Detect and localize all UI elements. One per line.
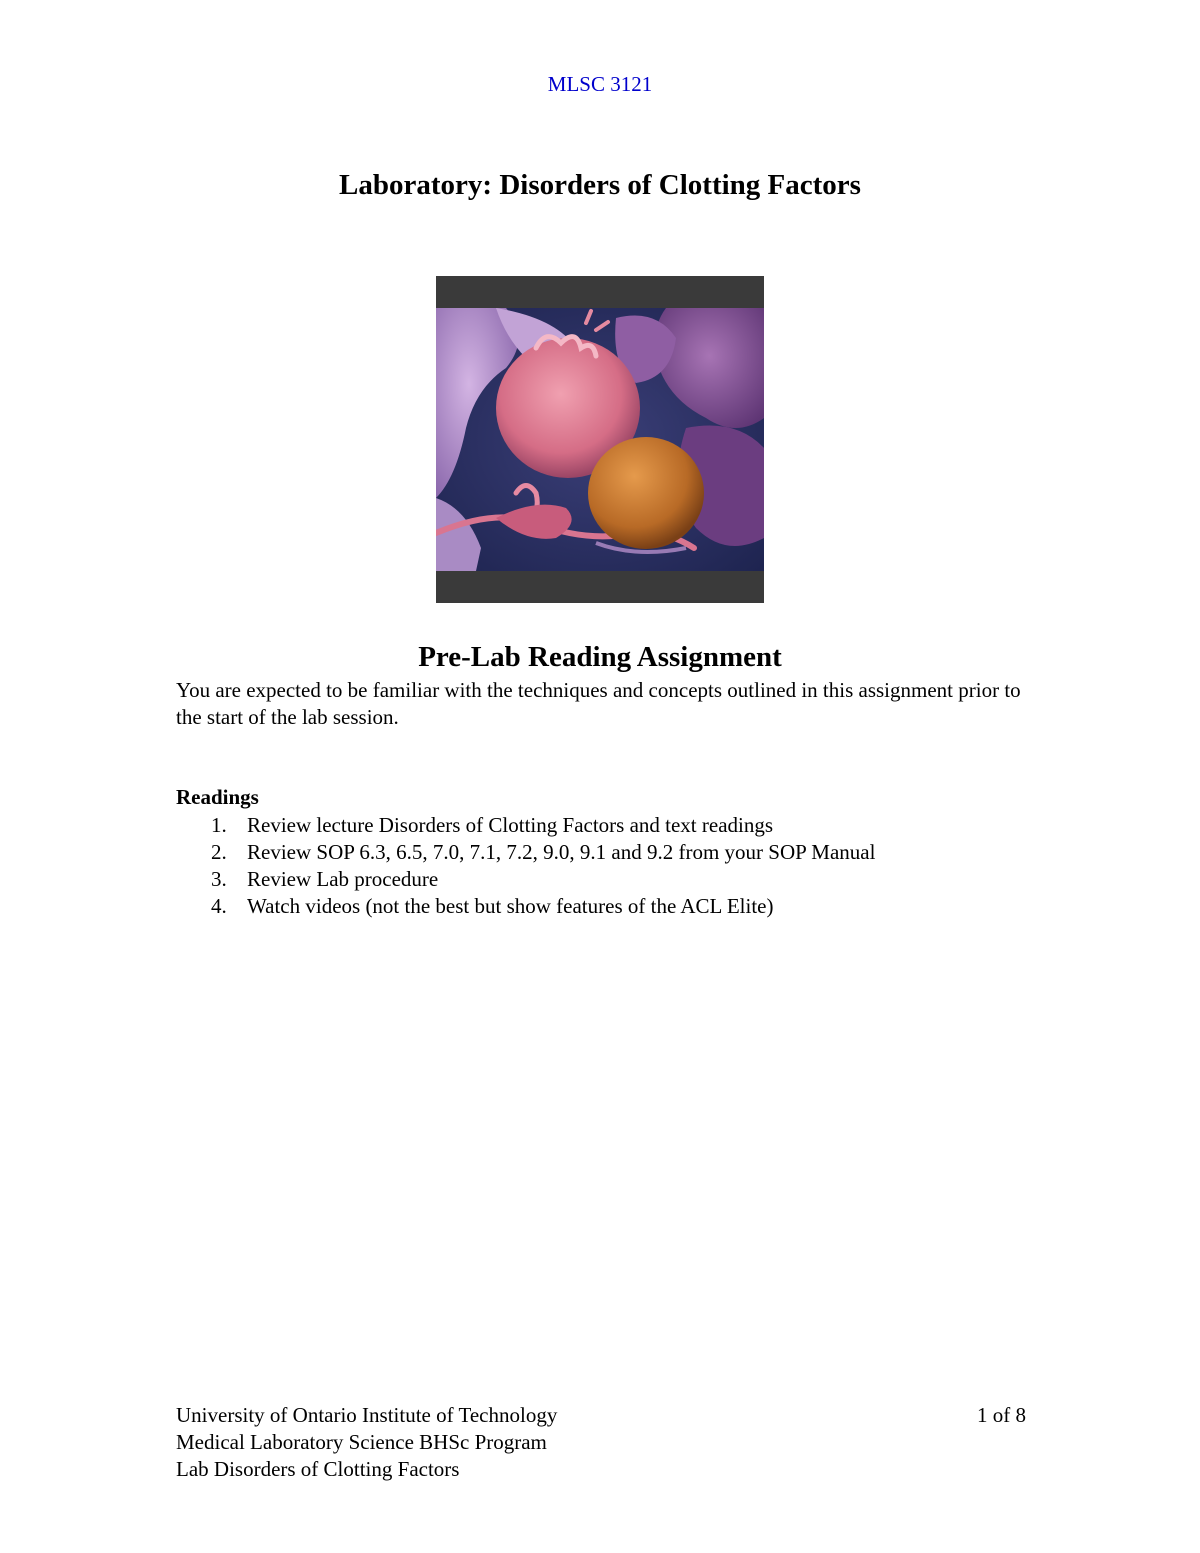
readings-list <box>176 812 1076 920</box>
section-title: Pre-Lab Reading Assignment <box>418 641 782 673</box>
list-item <box>176 866 1076 893</box>
list-item-text: Review Lab procedure <box>247 867 439 891</box>
readings-heading: Readings <box>176 785 259 809</box>
blood-cells-micrograph-image <box>436 276 764 603</box>
intro-paragraph: You are expected to be familiar with the techniques and concepts outlined in this assignment prior to the start of the lab session. <box>176 678 1021 729</box>
list-item <box>176 839 1076 866</box>
footer-program: Medical Laboratory Science BHSc Program <box>176 1430 547 1454</box>
list-item <box>176 812 1076 839</box>
page-number: 1 of 8 <box>977 1403 1026 1427</box>
list-item-text: Review lecture Disorders of Clotting Factors and text readings <box>247 813 774 837</box>
course-code-header: MLSC 3121 <box>547 72 653 96</box>
list-item-text: Review SOP 6.3, 6.5, 7.0, 7.1, 7.2, 9.0, 9.1 and 9.2 from your SOP Manual <box>247 840 876 864</box>
list-item-number: 1. <box>211 813 227 837</box>
document-title: Laboratory: Disorders of Clotting Factors <box>339 169 861 201</box>
blood-cells-micrograph-icon <box>436 308 764 571</box>
footer-institution: University of Ontario Institute of Technology <box>176 1403 558 1427</box>
page-footer <box>176 1402 1026 1483</box>
list-item-number: 4. <box>211 894 227 918</box>
list-item <box>176 893 1076 920</box>
footer-document-name: Lab Disorders of Clotting Factors <box>176 1457 460 1481</box>
list-item-text: Watch videos (not the best but show features of the ACL Elite) <box>247 894 774 918</box>
list-item-number: 2. <box>211 840 227 864</box>
list-item-number: 3. <box>211 867 227 891</box>
